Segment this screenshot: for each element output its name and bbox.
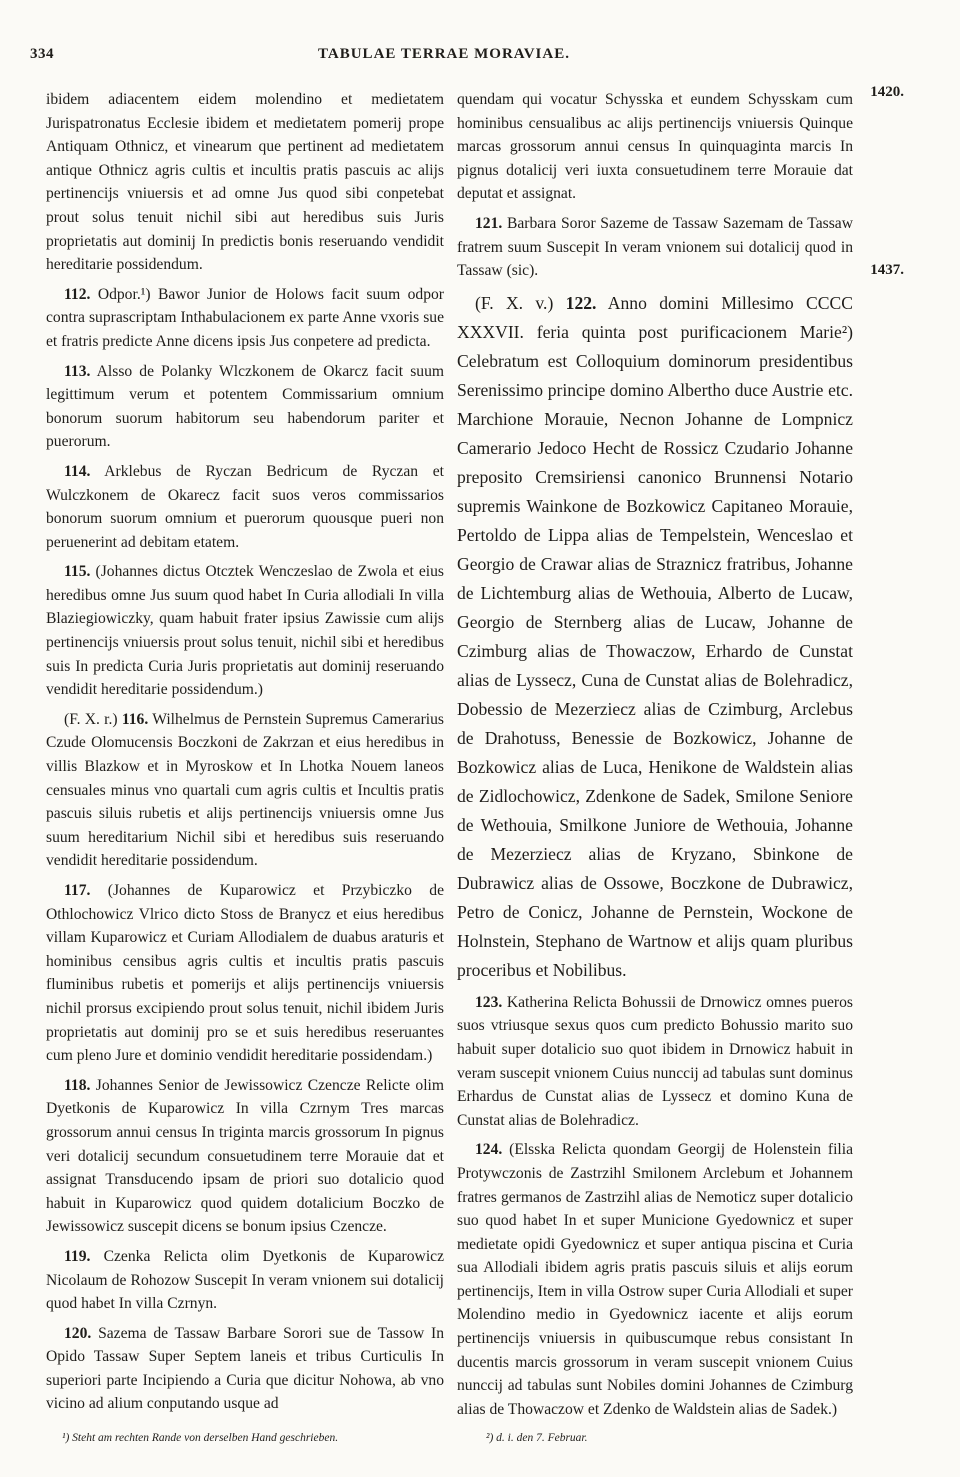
entry-number: 114. xyxy=(64,462,91,480)
running-head: TABULAE TERRAE MORAVIAE. xyxy=(318,46,570,62)
entry-number: 113. xyxy=(64,362,91,380)
folio-reference: (F. X. v.) xyxy=(475,292,566,313)
entry-number: 115. xyxy=(64,563,91,581)
entry-text: Johannes Senior de Jewissowicz Czencze Relicte olim Dyetkonis de Kuparowicz In villa Czrnym Tres marcas grossorum annui census In triginta marcis grossorum In pignus veri dotalicij secundum consuetudinem terre Morauie dat et assignat Transducendo ipsam de priori suo dotalicio quod habuit in Kuparowicz quod quidem dotalicium Boczko de Jewissowicz suscepit dicens se bonum ipsius Czencze. xyxy=(46,1076,444,1236)
entry-number: 119. xyxy=(64,1247,91,1265)
footnote-2: ²) d. i. den 7. Februar. xyxy=(486,1432,588,1444)
entry-number: 118. xyxy=(64,1076,91,1094)
entry-112 xyxy=(46,283,444,354)
entry-text: Sazema de Tassaw Barbare Sorori sue de Tassow In Opido Tassaw Super Septem laneis et tribus Curticulis In superiori parte Incipiendo a Curia que dicitur Nohowa, ab vno vicino ad alium conputando usque ad xyxy=(46,1324,444,1413)
entry-number: 123. xyxy=(475,993,503,1011)
entry-text: (Elsska Relicta quondam Georgij de Holenstein filia Protywczonis de Zastrzihl Smilonem Arclebum et Johannem fratres germanos de Zastrzihl alias de Nemoticz super dotalicio suo quod habet In et super Municione Gyedownicz et super medietate opidi Gyedownicz et super antiqua piscina et Curia sua Allodiali ibidem agris pratis pascuis siluis et alijs eorum pertinencijs, Item in villa Ostrow super Curia Allodiali et super Molendino medio in Gyedownicz iacente et alijs eorum pertinencijs vniuersis in quibuscumque rebus consistant In ducentis marcis grossorum in veram suscepit vnionem Cuius nunccij ad tabulas sunt Nobiles domini Johannes de Czimburg alias de Thowaczow et Zdenko de Waldstein alias de Sadek.) xyxy=(457,1141,853,1418)
entry-text: Odpor.¹) Bawor Junior de Holows facit suum odpor contra suprascriptam Inthabulacionem ex parte Anne vxoris sue et fratris predicte Anne dicens ipsis Jus conpetere ad predicta. xyxy=(46,285,444,350)
entry-number: 121. xyxy=(475,214,503,232)
folio-reference: (F. X. r.) xyxy=(64,710,122,728)
entry-121 xyxy=(457,212,853,283)
entry-text: Arklebus de Ryczan Bedricum de Ryczan et Wulczkonem de Okarecz facit suos veros commissarios bonorum suorum omnium et puerorum quousque pueri non peruenerint ad debitam etatem. xyxy=(46,462,444,551)
entry-124 xyxy=(457,1138,853,1421)
entry-116 xyxy=(46,708,444,873)
entry-111-continuation: ibidem adiacentem eidem molendino et medietatem Jurispatronatus Ecclesie ibidem et medietatem pomerij prope Antiquam Othnicz, et vinearum que pertinent ad medietatem antique Othnicz agris cultis et incultis pratis pascuis ac alijs pertinencijs vniuersis et ad omne Jus quod sibi conpetebat prout solus tenuit nichil sibi aut heredibus suis Juris proprietatis aut dominij In predictis bonis reseruando vendidit hereditarie possidendum. xyxy=(46,91,444,274)
entry-text: (Johannes de Kuparowicz et Przybiczko de Othlochowicz Vlrico dicto Stoss de Branycz et eius heredibus villam Kuparowicz et Curiam Allodialem de duabus araturis et hominibus censibus agris cultis et incultis pratis pascuis fluminibus rubetis et pomerijs et alijs pertinencijs vniuersis nichil prorsus excipiendo prout solus tenuit, nichil ibidem Juris proprietatis aut dominij pro se et suis heredibus reseruantes cum pleno Jure et dominio vendidit hereditarie possidendam.) xyxy=(46,882,444,1065)
entry-text: Barbara Soror Sazeme de Tassaw Sazemam de Tassaw fratrem suum Suscepit In veram vnionem sui dotalicij quod in Tassaw (sic). xyxy=(457,214,853,280)
entry-text: (Johannes dictus Otcztek Wenczeslao de Zwola et eius heredibus omne Jus suum quod habet In Curia allodiali In villa Blaziegiowiczky, quam habuit frater ipsius Zawissie cum alijs pertinencijs vniuersis prout solus tenuit, nichil sibi et heredibus suis In predicta Curia Juris proprietatis aut dominij reseruando vendidit hereditarie possidendum.) xyxy=(46,563,444,699)
entry-text: Katherina Relicta Bohussii de Drnowicz omnes pueros suos vtriusque sexus quos cum predicto Bohussio marito suo habuit super dotalicio suo quot ibidem in Drnowicz habuit in veram suscepit vnionem Cuius nunccij ad tabulas sunt dominus Erhardus de Cunstat alias de Lyssecz et domino Kuna de Cunstat alias de Bolehradicz. xyxy=(457,993,853,1129)
entry-number: 120. xyxy=(64,1324,92,1342)
entry-114 xyxy=(46,460,444,554)
page-number: 334 xyxy=(30,46,54,62)
entry-115 xyxy=(46,560,444,702)
entry-122 xyxy=(457,289,853,985)
entry-number: 122. xyxy=(565,292,597,313)
entry-119 xyxy=(46,1245,444,1316)
entry-123 xyxy=(457,991,853,1133)
entry-117 xyxy=(46,879,444,1068)
entry-number: 117. xyxy=(64,882,91,899)
entry-text: Anno domini Millesimo CCCC XXXVII. feria quinta post purificacionem Marie²) Celebratum est Colloquium dominorum presidentibus Serenissimo principe domino Albertho duce Austrie etc. Marchione Morauie, Necnon Johanne de Lompnicz Camerario Jedoco Hecht de Rossicz Czudario Johanne preposito Cremsiriensi canonico Brunnensi Notario supremis Wainkone de Bozkowicz Capitaneo Morauie, Pertoldo de Lippa alias de Tempelstein, Wenceslao et Georgio de Crawar alias de Straznicz fratribus, Johanne de Lichtemburg alias de Wethouia, Alberto de Lucaw, Georgio de Sternberg alias de Lucaw, Johanne de Czimburg alias de Thowaczow, Erhardo de Cunstat alias de Lyssecz, Cuna de Cunstat alias de Bolehradicz, Dobessio de Mezerziecz alias de Czimburg, Arclebus de Drahotuss, Benessie de Bozkowicz, Johanne de Bozkowicz alias de Luca, Henikone de Waldstein alias de Zidlochowicz, Zdenkone de Sadek, Smilone Seniore de Wethouia, Smilkone Juniore de Wethouia, Johanne de Mezerziecz alias de Kryzano, Sbinkone de Dubrawicz alias de Ossowe, Boczkone de Dubrawicz, Petro de Conicz, Johanne de Pernstein, Wockone de Holnstein, Stephano de Wartnow et alijs quam pluribus proceribus et Nobilibus. xyxy=(457,292,853,980)
footnote-1: ¹) Steht am rechten Rande von derselben Hand geschrieben. xyxy=(62,1432,339,1444)
left-column xyxy=(46,88,444,1422)
entry-text: Wilhelmus de Pernstein Supremus Camerarius Czude Olomucensis Boczkoni de Zakrzan et eius heredibus in villis Blazkow et in Myroskow et In Lhotka Nouem laneos censuales minus vno quartali cum agris cultis et Incultis pratis pascuis siluis rubetis et alijs pertinencijs vniuersis omne Jus suum hereditarium Nichil sibi et heredibus suis reseruando vendidit hereditarie possidendum. xyxy=(46,710,444,870)
entry-113 xyxy=(46,360,444,454)
entry-text: Alsso de Polanky Wlczkonem de Okarcz facit suum legittimum verum et potentem Commissarium omnium bonorum suorum habitorum seu habendorum pariter et puerorum. xyxy=(46,362,444,451)
right-column xyxy=(457,88,853,1427)
entry-text: Czenka Relicta olim Dyetkonis de Kuparowicz Nicolaum de Rohozow Suscepit In veram vnionem sui dotalicij quod habet In villa Czrnyn. xyxy=(46,1247,444,1313)
entry-120-continuation: quendam qui vocatur Schysska et eundem Schysskam cum hominibus censualibus ac alijs pertinencijs vniuersis Quinque marcas grossorum annui census In quinquaginta marcis In pignus dotalicij veri iuxta consuetudinem terre Morauie dat deputat et assignat. xyxy=(457,91,853,203)
entry-number: 112. xyxy=(64,285,91,303)
margin-year-1437: 1437. xyxy=(870,262,904,278)
entry-118 xyxy=(46,1074,444,1239)
entry-120 xyxy=(46,1322,444,1416)
entry-number: 124. xyxy=(475,1141,503,1159)
entry-number: 116. xyxy=(121,710,149,728)
margin-year-1420: 1420. xyxy=(870,84,904,100)
